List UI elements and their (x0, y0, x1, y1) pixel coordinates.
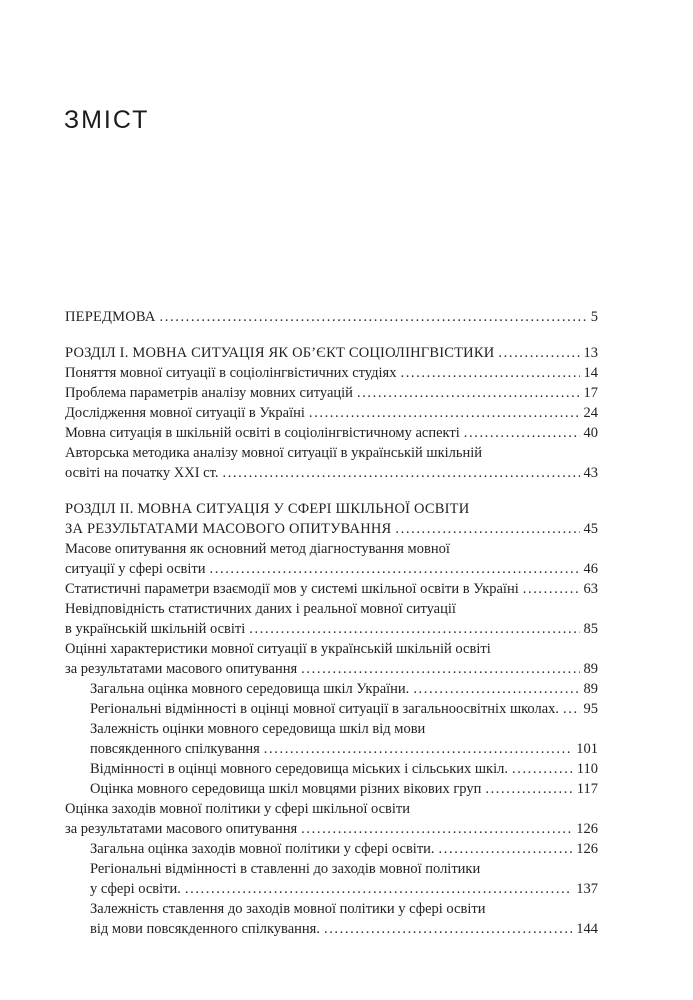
toc-list (65, 307, 598, 939)
toc-entry-line (90, 719, 598, 739)
dot-leader (210, 559, 580, 579)
toc-entry-label: від мови повсякденного спілкування. (90, 921, 320, 937)
dot-leader (324, 919, 572, 939)
toc-entry-line (90, 759, 598, 779)
toc-entry-label: Проблема параметрів аналізу мовних ситуацій (65, 385, 353, 401)
dot-leader (185, 879, 572, 899)
toc-entry (65, 363, 598, 383)
toc-entry (65, 799, 598, 839)
toc-page-number: 89 (583, 681, 598, 697)
toc-entry-label: Загальна оцінка заходів мовної політики у сфері освіти. (90, 841, 435, 857)
toc-entry-line (65, 639, 598, 659)
toc-entry-line (90, 899, 598, 919)
toc-entry (65, 859, 598, 899)
toc-entry-line (90, 779, 598, 799)
toc-entry-line (65, 423, 598, 443)
toc-entry-label: ПЕРЕДМОВА (65, 309, 156, 325)
toc-entry-line (65, 619, 598, 639)
toc-entry-label: РОЗДІЛ ІІ. МОВНА СИТУАЦІЯ У СФЕРІ ШКІЛЬНОЇ ОСВІТИ (65, 501, 470, 517)
toc-page-number: 17 (583, 385, 598, 401)
toc-entry (65, 759, 598, 779)
toc-entry (65, 383, 598, 403)
toc-entry-line (65, 539, 598, 559)
toc-entry-label: освіті на початку XXI ст. (65, 465, 219, 481)
toc-entry-label: Невідповідність статистичних даних і реальної мовної ситуації (65, 601, 456, 617)
toc-entry-label: Поняття мовної ситуації в соціолінгвістичних студіях (65, 365, 397, 381)
toc-entry-line (90, 859, 598, 879)
toc-entry-line (65, 343, 598, 363)
dot-leader (264, 739, 572, 759)
dot-leader (309, 403, 580, 423)
toc-page-number: 126 (576, 821, 598, 837)
toc-entry-line (65, 599, 598, 619)
toc-entry-line (65, 363, 598, 383)
toc-entry (65, 899, 598, 939)
toc-entry-line (90, 699, 598, 719)
toc-page-number: 46 (583, 561, 598, 577)
toc-entry-line (65, 819, 598, 839)
dot-leader (464, 423, 580, 443)
dot-leader (160, 307, 587, 327)
dot-leader (512, 759, 573, 779)
toc-entry-line (90, 739, 598, 759)
toc-page-number: 117 (576, 781, 598, 797)
toc-entry-line (90, 919, 598, 939)
toc-entry (65, 839, 598, 859)
toc-page-number: 126 (576, 841, 598, 857)
dot-leader (563, 699, 579, 719)
dot-leader (498, 343, 579, 363)
toc-entry (65, 699, 598, 719)
toc-entry-label: ситуації у сфері освіти (65, 561, 206, 577)
toc-entry-label: ЗА РЕЗУЛЬТАТАМИ МАСОВОГО ОПИТУВАННЯ (65, 521, 392, 537)
toc-entry (65, 307, 598, 327)
toc-entry-line (90, 839, 598, 859)
dot-leader (357, 383, 580, 403)
toc-entry-label: Оцінні характеристики мовної ситуації в українській шкільній освіті (65, 641, 491, 657)
toc-entry-line (65, 443, 598, 463)
toc-entry (65, 639, 598, 679)
dot-leader (485, 779, 572, 799)
toc-page-number: 101 (576, 741, 598, 757)
toc-entry-label: Дослідження мовної ситуації в Україні (65, 405, 305, 421)
toc-entry (65, 719, 598, 759)
toc-page-number: 13 (583, 345, 598, 361)
toc-entry (65, 423, 598, 443)
toc-entry-label: у сфері освіти. (90, 881, 181, 897)
toc-entry-label: в українській шкільній освіті (65, 621, 246, 637)
toc-page-number: 43 (583, 465, 598, 481)
toc-entry (65, 403, 598, 423)
toc-entry-label: Статистичні параметри взаємодії мов у системі шкільної освіти в Україні (65, 581, 519, 597)
toc-entry-label: Масове опитування як основний метод діагностування мовної (65, 541, 450, 557)
toc-entry-line (65, 659, 598, 679)
dot-leader (413, 679, 579, 699)
dot-leader (439, 839, 573, 859)
toc-page-number: 24 (583, 405, 598, 421)
toc-entry-label: Регіональні відмінності в оцінці мовної ситуації в загальноосвітніх школах. (90, 701, 560, 717)
toc-entry-label: Авторська методика аналізу мовної ситуації в українській шкільній (65, 445, 483, 461)
toc-entry-label: за результатами масового опитування (65, 661, 298, 677)
toc-entry-label: за результатами масового опитування (65, 821, 298, 837)
toc-entry (65, 539, 598, 579)
toc-entry-label: Мовна ситуація в шкільній освіті в соціолінгвістичному аспекті (65, 425, 460, 441)
toc-entry-line (65, 519, 598, 539)
dot-leader (301, 659, 579, 679)
toc-page-number: 95 (583, 701, 598, 717)
dot-leader (222, 463, 579, 483)
toc-entry-label: РОЗДІЛ І. МОВНА СИТУАЦІЯ ЯК ОБ’ЄКТ СОЦІОЛІНГВІСТИКИ (65, 345, 495, 361)
toc-entry-label: Залежність оцінки мовного середовища шкіл від мови (90, 721, 426, 737)
toc-page-number: 137 (576, 881, 598, 897)
toc-entry-line (65, 559, 598, 579)
toc-entry-line (65, 499, 598, 519)
toc-page-number: 45 (583, 521, 598, 537)
toc-entry-line (65, 579, 598, 599)
toc-entry-line (90, 679, 598, 699)
toc-entry (65, 443, 598, 483)
toc-entry-line (65, 383, 598, 403)
toc-page-number: 40 (583, 425, 598, 441)
toc-entry (65, 579, 598, 599)
dot-leader (395, 519, 579, 539)
toc-page-number: 110 (576, 761, 598, 777)
toc-entry-label: Загальна оцінка мовного середовища шкіл України. (90, 681, 410, 697)
toc-entry-label: Оцінка мовного середовища шкіл мовцями різних вікових груп (90, 781, 482, 797)
toc-page-number: 14 (583, 365, 598, 381)
toc-page-number: 5 (590, 309, 598, 325)
toc-entry-line (65, 463, 598, 483)
dot-leader (301, 819, 572, 839)
toc-entry (65, 499, 598, 539)
toc-entry-line (65, 307, 598, 327)
toc-page-number: 144 (576, 921, 598, 937)
toc-entry-line (65, 403, 598, 423)
toc-entry-label: Оцінка заходів мовної політики у сфері шкільної освіти (65, 801, 411, 817)
page-title: ЗМІСТ (64, 106, 150, 134)
toc-entry-line (90, 879, 598, 899)
dot-leader (400, 363, 579, 383)
toc-page-number: 63 (583, 581, 598, 597)
toc-entry-label: повсякденного спілкування (90, 741, 260, 757)
toc-entry-label: Залежність ставлення до заходів мовної політики у сфері освіти (90, 901, 486, 917)
toc-page-number: 85 (583, 621, 598, 637)
toc-entry (65, 679, 598, 699)
toc-entry-line (65, 799, 598, 819)
toc-entry (65, 779, 598, 799)
toc-page-number: 89 (583, 661, 598, 677)
toc-entry-label: Регіональні відмінності в ставленні до заходів мовної політики (90, 861, 481, 877)
dot-leader (249, 619, 579, 639)
dot-leader (523, 579, 580, 599)
toc-entry (65, 343, 598, 363)
toc-entry (65, 599, 598, 639)
toc-entry-label: Відмінності в оцінці мовного середовища міських і сільських шкіл. (90, 761, 508, 777)
